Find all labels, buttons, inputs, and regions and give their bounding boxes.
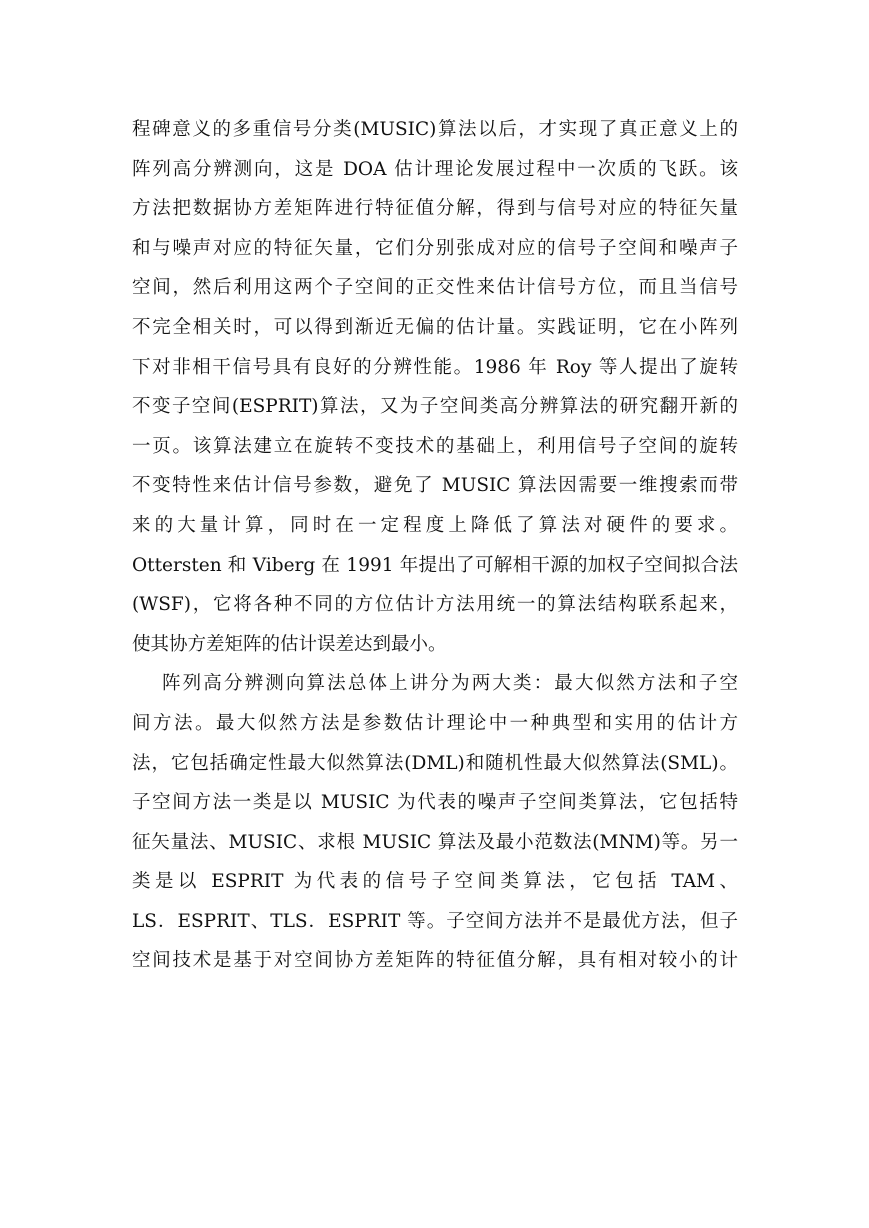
text-line: 征矢量法、MUSIC、求根 MUSIC 算法及最小范数法(MNM)等。另一 [132, 831, 738, 853]
text-line: 和与噪声对应的特征矢量，它们分别张成对应的信号子空间和噪声子 [132, 237, 738, 259]
body-text [132, 110, 738, 981]
text-line: LS．ESPRIT、TLS．ESPRIT 等。子空间方法并不是最优方法，但子 [132, 910, 738, 932]
text-line: 一页。该算法建立在旋转不变技术的基础上，利用信号子空间的旋转 [132, 435, 738, 457]
paragraph-2 [132, 664, 738, 981]
text-line: 法，它包括确定性最大似然算法(DML)和随机性最大似然算法(SML)。 [132, 752, 738, 774]
text-line: 下对非相干信号具有良好的分辨性能。1986 年 Roy 等人提出了旋转 [132, 356, 738, 378]
text-line: 使其协方差矩阵的估计误差达到最小。 [132, 633, 447, 655]
text-line: 间方法。最大似然方法是参数估计理论中一种典型和实用的估计方 [132, 712, 738, 734]
text-line: 不变特性来估计信号参数，避免了 MUSIC 算法因需要一维搜索而带 [132, 475, 738, 497]
text-line: (WSF)，它将各种不同的方位估计方法用统一的算法结构联系起来， [132, 594, 738, 616]
paragraph-1 [132, 110, 738, 664]
text-line: 来的大量计算，同时在一定程度上降低了算法对硬件的要求。 [132, 514, 738, 536]
text-line: 阵列高分辨测向算法总体上讲分为两大类：最大似然方法和子空 [162, 673, 738, 695]
text-line: 空间技术是基于对空间协方差矩阵的特征值分解，具有相对较小的计 [132, 950, 738, 972]
text-line: 程碑意义的多重信号分类(MUSIC)算法以后，才实现了真正意义上的 [132, 119, 738, 140]
text-line: Ottersten 和 Viberg 在 1991 年提出了可解相干源的加权子空间拟合法 [132, 554, 738, 576]
text-line: 不完全相关时，可以得到渐近无偏的估计量。实践证明，它在小阵列 [132, 316, 738, 338]
text-line: 方法把数据协方差矩阵进行特征值分解，得到与信号对应的特征矢量 [132, 198, 738, 220]
text-line: 空间，然后利用这两个子空间的正交性来估计信号方位，而且当信号 [132, 277, 738, 299]
text-line: 不变子空间(ESPRIT)算法，又为子空间类高分辨算法的研究翻开新的 [132, 396, 738, 418]
text-line: 子空间方法一类是以 MUSIC 为代表的噪声子空间类算法，它包括特 [132, 792, 738, 814]
text-line: 阵列高分辨测向，这是 DOA 估计理论发展过程中一次质的飞跃。该 [132, 158, 738, 180]
text-line: 类是以 ESPRIT 为代表的信号子空间类算法，它包括 TAM、 [132, 871, 738, 893]
